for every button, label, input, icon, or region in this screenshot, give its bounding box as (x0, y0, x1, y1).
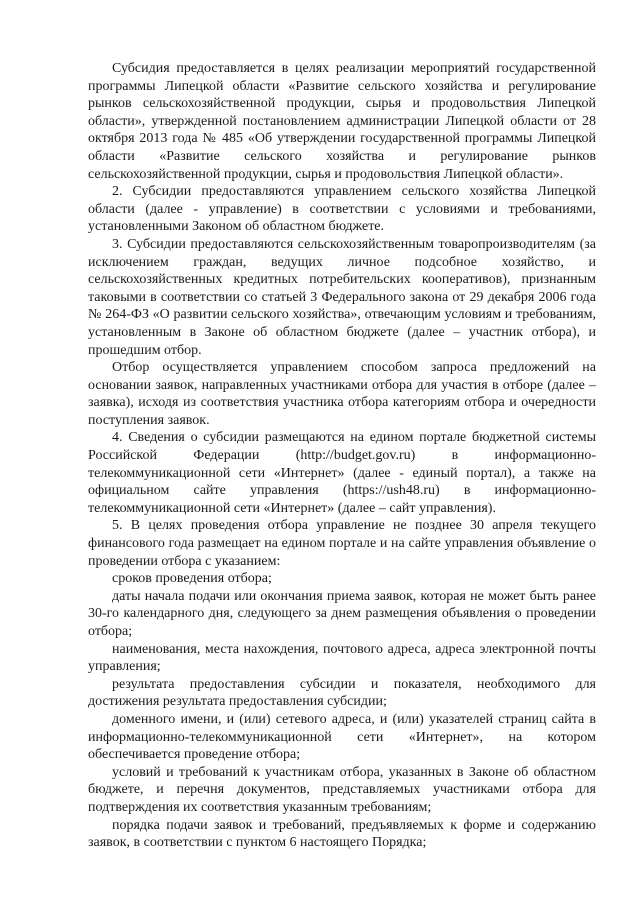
paragraph-item-5: 5. В целях проведения отбора управление не позднее 30 апреля текущего финансового года размещает на едином портале и на сайте управления объявление о проведении отбора с указанием: (88, 518, 596, 569)
paragraph-subsidy-purpose: Субсидия предоставляется в целях реализации мероприятий государственной программы Липецкой области «Развитие сельского хозяйства и регулирование рынков сельскохозяйственной продукции, сырья и продовольствия Липецкой области», утвержденной постановлением администрации Липецкой области от 28 октября 2013 года № 485 «Об утверждении государственной программы Липецкой области «Развитие сельского хозяйства и регулирование рынков сельскохозяйственной продукции, сырья и продовольствия Липецкой области». (88, 61, 596, 182)
paragraph-item-2: 2. Субсидии предоставляются управлением сельского хозяйства Липецкой области (далее - управление) в соответствии с условиями и требованиями, установленными Законом об областном бюджете. (88, 184, 596, 235)
paragraph-selection-method: Отбор осуществляется управлением способом запроса предложений на основании заявок, направленных участниками отбора для участия в отборе (далее – заявка), исходя из соответствия участника отбора категориям отбора и очередности поступления заявок. (88, 360, 596, 428)
paragraph-item-3: 3. Субсидии предоставляются сельскохозяйственным товаропроизводителям (за исключением граждан, ведущих личное подсобное хозяйство, и сельскохозяйственных кредитных потребительских кооперативов), признанным таковыми в соответствии со статьей 3 Федерального закона от 29 декабря 2006 года № 264-ФЗ «О развитии сельского хозяйства», отвечающим условиям и требованиям, установленным в Законе об областном бюджете (далее – участник отбора), и прошедшим отбор. (88, 236, 596, 358)
list-item-application-procedure: порядка подачи заявок и требований, предъявляемых к форме и содержанию заявок, в соответствии с пунктом 6 настоящего Порядка; (88, 817, 596, 851)
list-item-contact-details: наименования, места нахождения, почтового адреса, адреса электронной почты управления; (88, 641, 596, 675)
list-item-participant-requirements: условий и требований к участникам отбора, указанных в Законе об областном бюджете, и перечня документов, представляемых участниками отбора для подтверждения их соответствия указанным требованиям; (88, 764, 596, 815)
list-item-subsidy-result: результата предоставления субсидии и показателя, необходимого для достижения результата предоставления субсидии; (88, 676, 596, 710)
list-item-application-dates: даты начала подачи или окончания приема заявок, которая не может быть ранее 30-го календарного дня, следующего за днем размещения объявления о проведении отбора; (88, 588, 596, 639)
document-page (88, 60, 596, 852)
list-item-domain-name: доменного имени, и (или) сетевого адреса, и (или) указателей страниц сайта в информационно-телекоммуникационной сети «Интернет», на котором обеспечивается проведение отбора; (88, 711, 596, 763)
list-item-selection-terms: сроков проведения отбора; (112, 571, 272, 587)
paragraph-item-4: 4. Сведения о субсидии размещаются на едином портале бюджетной системы Российской Федерации (http://budget.gov.ru) в информационно-телекоммуникационной сети «Интернет» (далее - единый портал), а также на официальном сайте управления (https://ush48.ru) в информационно-телекоммуникационной сети «Интернет» (далее – сайт управления). (88, 430, 596, 516)
